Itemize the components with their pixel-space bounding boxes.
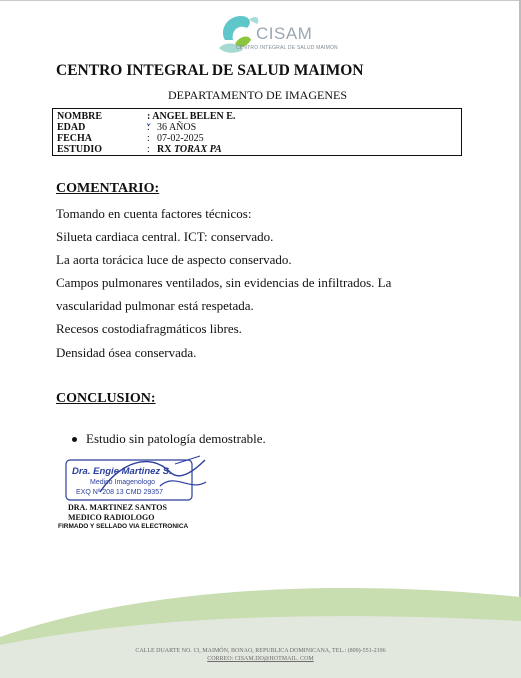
center-title: CENTRO INTEGRAL DE SALUD MAIMON <box>56 62 364 79</box>
bullet-icon <box>72 437 77 442</box>
age-value: 36 AÑOS <box>157 122 197 133</box>
comentario-line-3: La aorta torácica luce de aspecto conservado. <box>56 252 292 267</box>
comentario-line-2: Silueta cardiaca central. ICT: conservado. <box>56 229 274 244</box>
comentario-line-1: Tomando en cuenta factores técnicos: <box>56 206 252 221</box>
age-label: EDAD <box>57 122 86 133</box>
name-text: ANGEL BELEN E. <box>152 111 236 122</box>
department-title: DEPARTAMENTO DE IMAGENES <box>168 88 347 102</box>
info-row-name <box>57 111 461 122</box>
study-prefix: RX <box>157 144 172 155</box>
conclusion-item-text: Estudio sin patología demostrable. <box>86 431 266 446</box>
footer-address: CALLE DUARTE NO. 13, MAIMÓN, BONAO, REPUBLICA DOMINICANA, TEL.: (809)-551-2196 <box>135 648 386 654</box>
signature-stamp-icon <box>60 452 210 504</box>
doctor-role: MEDICO RADIOLOGO <box>68 513 155 522</box>
date-value: 07-02-2025 <box>157 133 204 144</box>
comentario-line-4: Campos pulmonares ventilados, sin evidencias de infiltrados. La <box>56 275 392 290</box>
logo-subtitle: CENTRO INTEGRAL DE SALUD MAIMON <box>236 45 338 51</box>
conclusion-item <box>72 431 266 447</box>
name-value <box>147 111 235 122</box>
stamp-doctor-name: Dra. Engie Martinez S. <box>72 466 172 477</box>
comentario-line-7: Densidad ósea conservada. <box>56 345 197 360</box>
date-colon: : <box>147 133 150 144</box>
study-name: TORAX PA <box>173 144 222 155</box>
logo-text: CISAM <box>256 24 313 43</box>
comentario-line-6: Recesos costodiafragmáticos libres. <box>56 321 242 336</box>
stamp-exequatur: EXQ Nº 208 13 CMD 29357 <box>76 489 163 496</box>
page-top-edge <box>0 0 521 1</box>
conclusion-heading: CONCLUSION: <box>56 391 156 406</box>
info-row-age <box>57 122 461 133</box>
study-colon: : <box>147 144 150 155</box>
footer-wave-decoration <box>0 575 521 678</box>
study-value <box>157 144 222 155</box>
stamp-doctor-role: Medico Imagenologo <box>90 479 155 486</box>
study-label: ESTUDIO <box>57 144 103 155</box>
doctor-name: DRA. MARTINEZ SANTOS <box>68 503 167 512</box>
info-row-study <box>57 144 461 155</box>
signed-note: FIRMADO Y SELLADO VIA ELECTRONICA <box>58 523 189 530</box>
name-label: NOMBRE <box>57 111 102 122</box>
comentario-heading: COMENTARIO: <box>56 181 160 196</box>
date-label: FECHA <box>57 133 92 144</box>
comentario-line-5: vascularidad pulmonar está respetada. <box>56 298 254 313</box>
info-row-date <box>57 133 461 144</box>
patient-info-box <box>52 108 462 156</box>
age-colon: : <box>147 122 150 133</box>
name-colon: : <box>147 111 151 122</box>
footer-email[interactable]: CORREO: CISAM.DO@HOTMAIL. COM <box>207 656 314 662</box>
